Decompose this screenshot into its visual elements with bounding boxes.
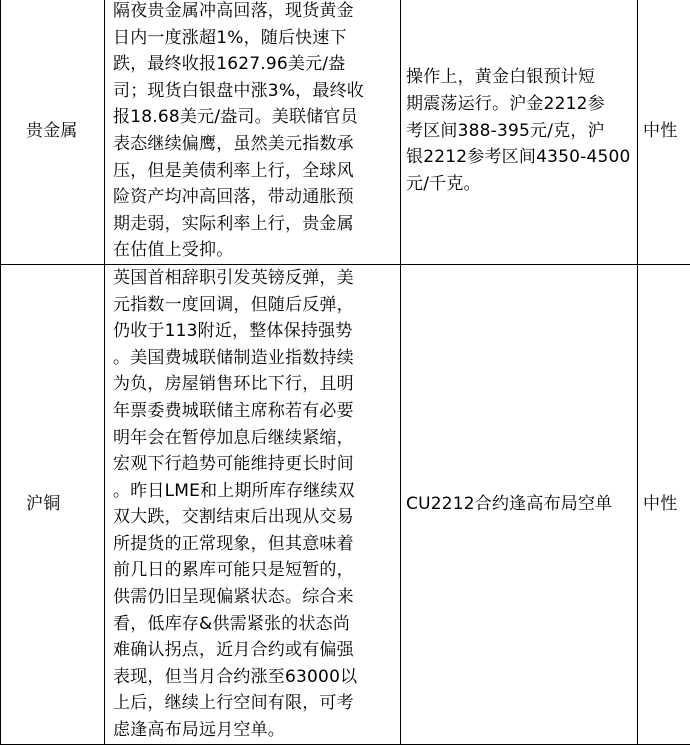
analysis-line: 为负，房屋销售环比下行，且明	[113, 371, 398, 398]
analysis-line: 险资产均冲高回落，带动通胀预	[113, 184, 398, 211]
analysis-line: 虑逢高布局远月空单。	[113, 717, 398, 744]
strategy-line: 期震荡运行。沪金2212参	[406, 91, 635, 118]
strategy-line: 考区间388-395元/克，沪	[406, 118, 635, 145]
analysis-line: 期走弱，实际利率上行，贵金属	[113, 211, 398, 238]
analysis-line: 供需仍旧呈现偏紧状态。综合来	[113, 584, 398, 611]
product-name-cell	[1, 264, 105, 744]
analysis-line: 所提货的正常现象，但其意味着	[113, 531, 398, 558]
strategy-cell	[401, 0, 638, 264]
analysis-line: 。昨日LME和上期所库存继续双	[113, 478, 398, 505]
analysis-line: 双大跌，交割结束后出现从交易	[113, 504, 398, 531]
analysis-line: 跌，最终收报1627.96美元/盎	[113, 51, 398, 78]
analysis-line: 压，但是美债利率上行，全球风	[113, 158, 398, 185]
strategy-line: 操作上，黄金白银预计短	[406, 64, 635, 91]
strategy-cell	[401, 264, 638, 744]
analysis-line: 难确认拐点，近月合约或有偏强	[113, 637, 398, 664]
rating-cell	[638, 264, 690, 744]
rating-label: 中性	[643, 121, 677, 141]
analysis-line: 宏观下行趋势可能维持更长时间	[113, 451, 398, 478]
strategy-line: 元/千克。	[406, 171, 635, 198]
analysis-line: 表态继续偏鹰，虽然美元指数承	[113, 131, 398, 158]
strategy-line: CU2212合约逢高布局空单	[406, 491, 635, 518]
strategy-line: 银2212参考区间4350-4500	[406, 144, 635, 171]
analysis-line: 英国首相辞职引发英镑反弹，美	[113, 265, 398, 292]
analysis-line: 看，低库存&供需紧张的状态尚	[113, 611, 398, 638]
product-name-cell	[1, 0, 105, 264]
product-name: 沪铜	[26, 494, 60, 514]
analysis-line: 在估值上受抑。	[113, 237, 398, 264]
analysis-line: 前几日的累库可能只是短暂的，	[113, 557, 398, 584]
analysis-line: 仍收于113附近，整体保持强势	[113, 318, 398, 345]
analysis-cell	[105, 264, 401, 744]
rating-cell	[638, 0, 690, 264]
analysis-line: 隔夜贵金属冲高回落，现货黄金	[113, 0, 398, 25]
product-name: 贵金属	[26, 121, 78, 141]
table-row	[1, 264, 690, 744]
analysis-line: 明年会在暂停加息后继续紧缩，	[113, 425, 398, 452]
analysis-line: 司；现货白银盘中涨3%，最终收	[113, 78, 398, 105]
table-row	[1, 0, 690, 264]
rating-label: 中性	[643, 494, 677, 514]
analysis-line: 报18.68美元/盎司。美联储官员	[113, 104, 398, 131]
analysis-line: 表现，但当月合约涨至63000以	[113, 664, 398, 691]
analysis-line: 元指数一度回调，但随后反弹，	[113, 292, 398, 319]
analysis-line: 。美国费城联储制造业指数持续	[113, 345, 398, 372]
analysis-line: 上后，继续上行空间有限，可考	[113, 690, 398, 717]
analysis-line: 日内一度涨超1%，随后快速下	[113, 25, 398, 52]
analysis-cell	[105, 0, 401, 264]
analysis-line: 年票委费城联储主席称若有必要	[113, 398, 398, 425]
table-body	[1, 0, 690, 744]
